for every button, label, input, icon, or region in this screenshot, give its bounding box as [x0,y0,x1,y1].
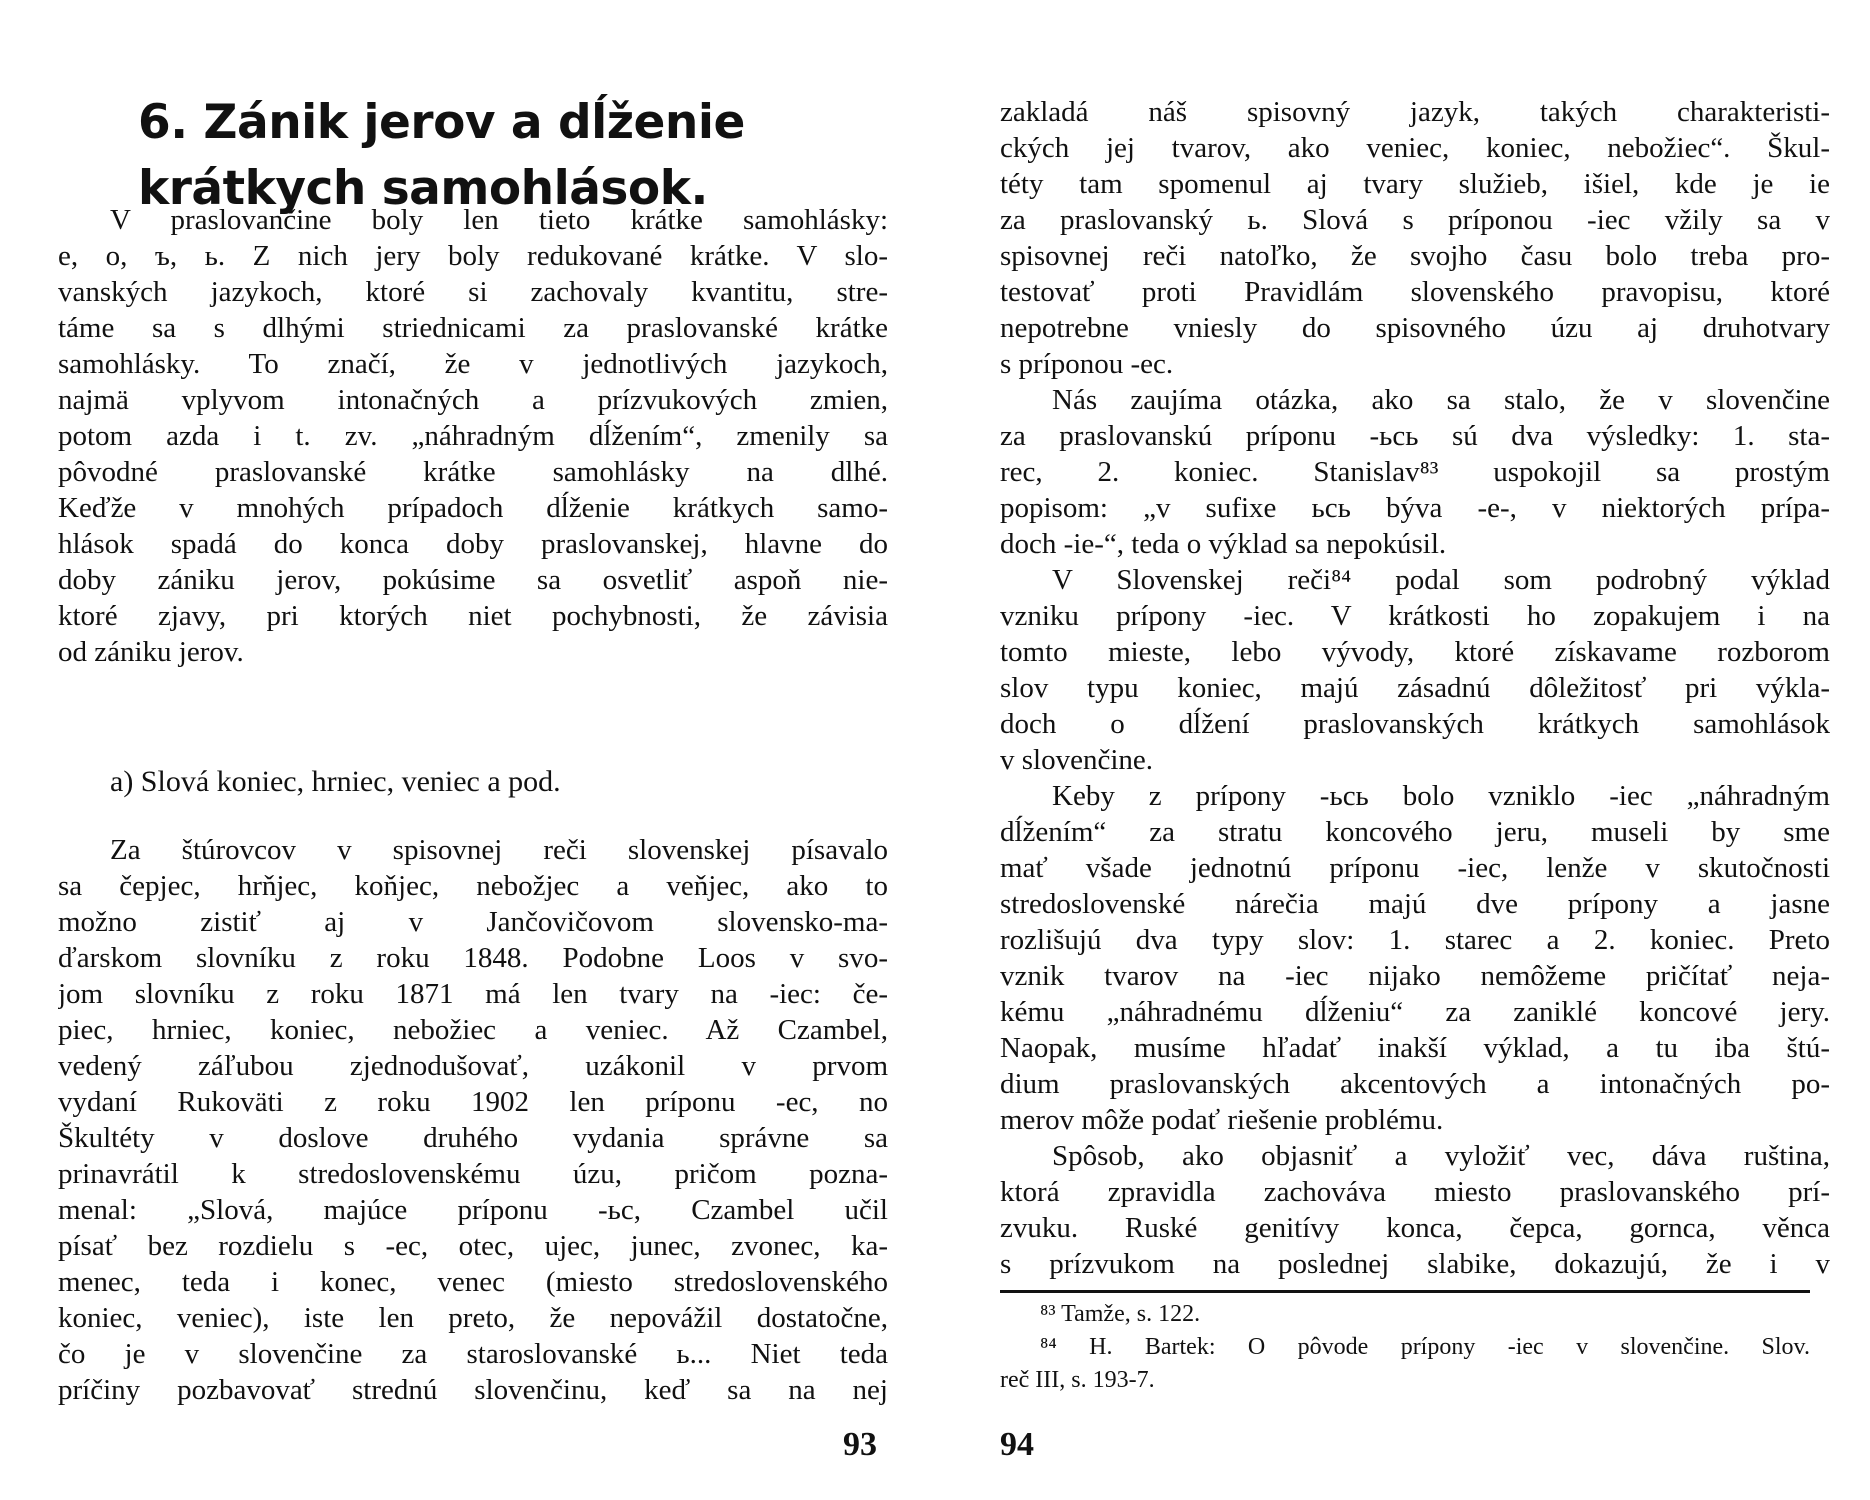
text-line: samohlásky. To značí, že v jednotlivých jazykoch, [58,348,888,380]
text-line: najmä vplyvom intonačných a prízvukových zmien, [58,384,888,416]
text-line: spisovnej reči natoľko, že svojho času bolo treba pro- [1000,240,1830,272]
text-line: ktorá zpravidla zachováva miesto praslovanského prí- [1000,1176,1830,1208]
text-line: čo je v slovenčine za staroslovanské ь... Niet teda [58,1338,888,1370]
text-line: písať bez rozdielu s -ec, otec, ujec, junec, zvonec, ka- [58,1230,888,1262]
text-line: dium praslovanských akcentových a intonačných po- [1000,1068,1830,1100]
text-line: V praslovančine boly len tieto krátke samohlásky: [110,204,888,236]
text-line: Spôsob, ako objasniť a vyložiť vec, dáva ruština, [1052,1140,1830,1172]
chapter-heading: 6. Zánik jerov a dĺženie krátkych samohlások. [138,95,745,216]
text-line: Keby z prípony -ьcь bolo vzniklo -iec „náhradným [1052,780,1830,812]
text-line: príčiny pozbavovať strednú slovenčinu, keď sa na nej [58,1374,888,1406]
text-line: hlások spadá do konca doby praslovanskej, hlavne do [58,528,888,560]
text-line: Za štúrovcov v spisovnej reči slovenskej písavalo [110,834,888,866]
text-line: menal: „Slová, majúce príponu -ьc, Czambel učil [58,1194,888,1226]
text-line: táme sa s dlhými striednicami za praslovanské krátke [58,312,888,344]
text-line: V Slovenskej reči⁸⁴ podal som podrobný výklad [1052,564,1830,596]
text-line: popisom: „v sufixe ьcь býva -e-, v niektorých prípa- [1000,492,1830,524]
text-line: potom azda i t. zv. „náhradným dĺžením“, zmenily sa [58,420,888,452]
text-line: doby zániku jerov, pokúsime sa osvetliť aspoň nie- [58,564,888,596]
text-line: slov typu koniec, majú zásadnú dôležitosť pri výkla- [1000,672,1830,704]
text-line: sa čepjec, hrňjec, koňjec, nebožjec a veňjec, ako to [58,870,888,902]
text-line: koniec, veniec), iste len preto, že nepovážil dostatočne, [58,1302,888,1334]
text-line: za praslovanský ь. Slová s príponou -iec vžily sa v [1000,204,1830,236]
text-line: e, o, ъ, ь. Z nich jery boly redukované krátke. V slo- [58,240,888,272]
text-line: ckých jej tvarov, ako veniec, koniec, nebožiec“. Škul- [1000,132,1830,164]
text-line: v slovenčine. [1000,744,1154,776]
paragraph-2 [58,832,888,1408]
text-line: rozlišujú dva typy slov: 1. starec a 2. koniec. Preto [1000,924,1830,956]
text-line: Keďže v mnohých prípadoch dĺženie krátkych samo- [58,492,888,524]
text-line: tomto mieste, lebo vývody, ktoré získavame rozborom [1000,636,1830,668]
text-line: zakladá náš spisovný jazyk, takých charakteristi- [1000,96,1830,128]
text-line: vedený záľubou zjednodušovať, uzákonil v prvom [58,1050,888,1082]
text-line: pôvodné praslovanské krátke samohlásky na dlhé. [58,456,888,488]
text-line: stredoslovenské nárečia majú dve prípony a jasne [1000,888,1830,920]
text-line: Škultéty v doslove druhého vydania správne sa [58,1122,888,1154]
footnote-84-continuation: reč III, s. 193-7. [1000,1367,1155,1393]
text-line: piec, hrniec, koniec, nebožiec a veniec. Až Czambel, [58,1014,888,1046]
text-line: vanských jazykoch, ktoré si zachovaly kvantitu, stre- [58,276,888,308]
footnote-83: ⁸³ Tamže, s. 122. [1040,1301,1201,1327]
text-line: doch -ie-“, teda o výklad sa nepokúsil. [1000,528,1447,560]
text-line: doch o dĺžení praslovanských krátkych samohlások [1000,708,1830,740]
text-line: s príponou -ec. [1000,348,1174,380]
subheading: a) Slová koniec, hrniec, veniec a pod. [110,765,561,798]
text-line: za praslovanskú príponu -ьcь sú dva výsledky: 1. sta- [1000,420,1830,452]
text-line: nepotrebne vniesly do spisovného úzu aj druhotvary [1000,312,1830,344]
paragraph-1 [58,202,888,670]
text-line: ďarskom slovníku z roku 1848. Podobne Loos v svo- [58,942,888,974]
footnote-divider [1000,1290,1810,1293]
text-line: mať všade jednotnú príponu -iec, lenže v skutočnosti [1000,852,1830,884]
text-line: menec, teda i konec, venec (miesto stredoslovenského [58,1266,888,1298]
text-line: rec, 2. koniec. Stanislav⁸³ uspokojil sa prostým [1000,456,1830,488]
text-line: s prízvukom na poslednej slabike, dokazujú, že i v [1000,1248,1830,1280]
right-body-text [1000,94,1830,1282]
text-line: téty tam spomenul aj tvary služieb, išiel, kde je ie [1000,168,1830,200]
text-line: prinavrátil k stredoslovenskému úzu, pričom pozna- [58,1158,888,1190]
footnotes [1000,1298,1810,1397]
text-line: vznik tvarov na -iec nijako nemôžeme pričítať neja- [1000,960,1830,992]
text-line: kému „náhradnému dĺženiu“ za zaniklé koncové jery. [1000,996,1830,1028]
page-number: 93 [843,1426,877,1463]
footnote-84: ⁸⁴ H. Bartek: O pôvode prípony -iec v slovenčine. Slov. [1040,1334,1810,1360]
text-line: merov môže podať riešenie problému. [1000,1104,1444,1136]
text-line: ktoré zjavy, pri ktorých niet pochybnosti, že závisia [58,600,888,632]
text-line: zvuku. Ruské genitívy konca, čepca, gornca, věnca [1000,1212,1830,1244]
text-line: testovať proti Pravidlám slovenského pravopisu, ktoré [1000,276,1830,308]
text-line: možno zistiť aj v Jančovičovom slovensko-ma- [58,906,888,938]
text-line: Naopak, musíme hľadať inakší výklad, a tu iba štú- [1000,1032,1830,1064]
text-line: vzniku prípony -iec. V krátkosti ho zopakujem i na [1000,600,1830,632]
text-line: Nás zaujíma otázka, ako sa stalo, že v slovenčine [1052,384,1830,416]
text-line: jom slovníku z roku 1871 má len tvary na -iec: če- [58,978,888,1010]
text-line: od zániku jerov. [58,636,244,668]
page-number: 94 [1000,1426,1034,1463]
text-line: dĺžením“ za stratu koncového jeru, museli by sme [1000,816,1830,848]
text-line: vydaní Rukoväti z roku 1902 len príponu -ec, no [58,1086,888,1118]
